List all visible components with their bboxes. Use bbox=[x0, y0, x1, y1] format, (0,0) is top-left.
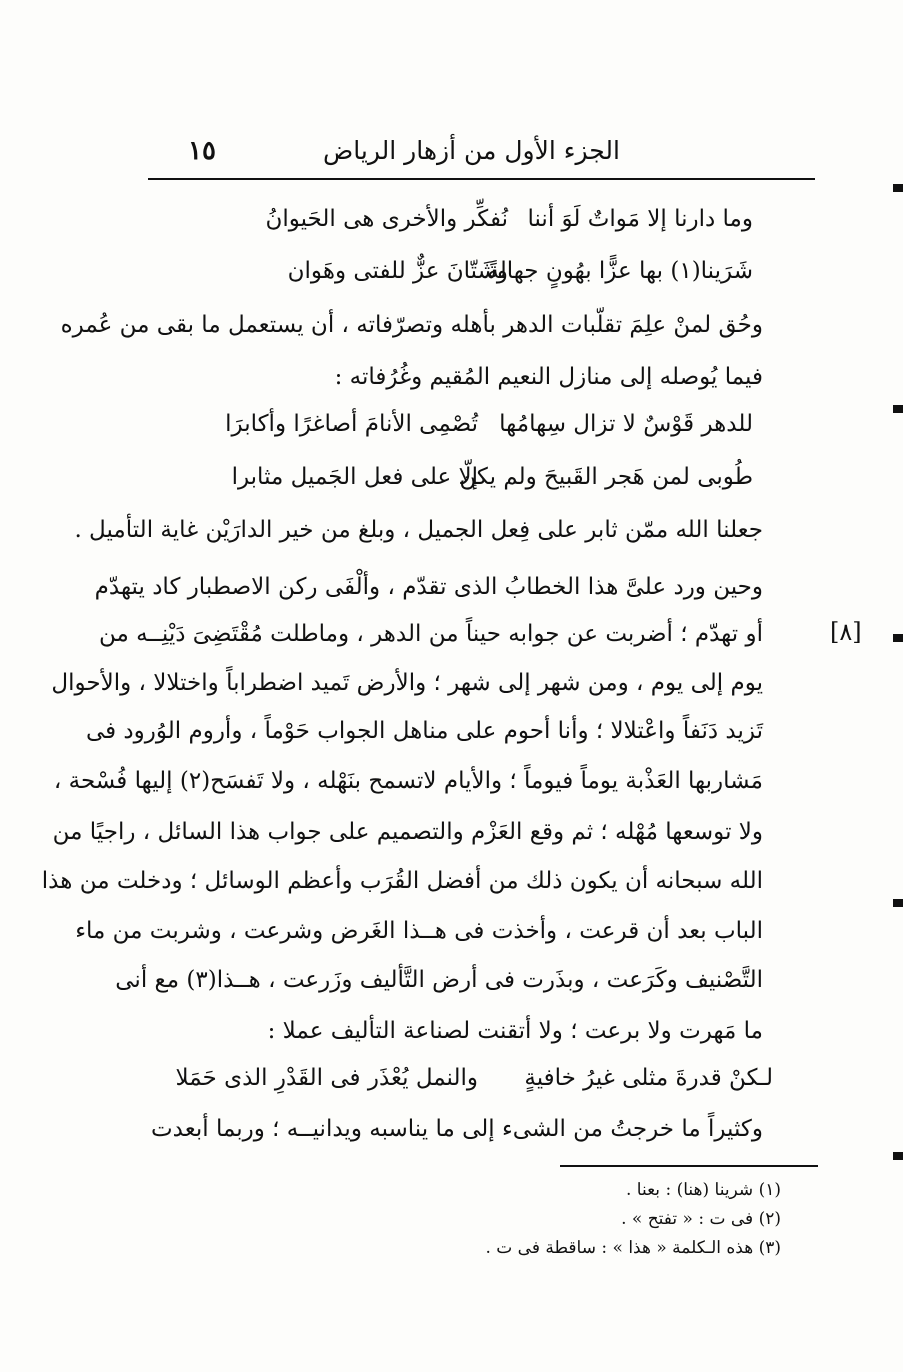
paragraph-line: الباب بعد أن قرعت ، وأخذت فى هــذا الغَرض وشرعت ، وشربت من ماء bbox=[75, 918, 763, 944]
paragraph-line: ولا توسعها مُهْله ؛ ثم وقع العَزْم والتصميم على جواب هذا السائل ، راجيًا من bbox=[52, 819, 763, 845]
running-title: الجزء الأول من أزهار الرياض bbox=[323, 136, 620, 165]
paragraph-line: أو تهدّم ؛ أضربت عن جوابه حيناً من الدهر ، وماطلت مُقْتَضِىَ دَيْنِــه من bbox=[98, 621, 763, 647]
footnote-rule bbox=[560, 1165, 818, 1167]
verse-hemistich: وشَتّانَ عزٌّ للفتى وهَوان bbox=[287, 258, 508, 284]
verse-hemistich: طُوبى لمن هَجر القَبيحَ ولم يكن bbox=[459, 464, 753, 490]
margin-tick bbox=[893, 899, 903, 907]
verse-hemistich: نُفكِّر والأخرى هى الحَيوانُ bbox=[265, 206, 508, 232]
verse-hemistich: للدهر قَوْسٌ لا تزال سِهامُها bbox=[499, 411, 753, 437]
paragraph-line: تَزيد دَنَفاً واعْتلالا ؛ وأنا أحوم على مناهل الجواب حَوْماً ، وأروم الوُرود فى bbox=[85, 718, 763, 744]
footnote: (٢) فى ت : « تفتح » . bbox=[621, 1209, 781, 1229]
page-number: ١٥ bbox=[188, 136, 216, 166]
paragraph-line: مَشاربها العَذْبة يوماً فيوماً ؛ والأيام لاتسمح بنَهْله ، ولا تَفسَح(٢) إليها فُسْحة ، bbox=[53, 768, 763, 794]
verse-hemistich: لـكنْ قدرةَ مثلى غيرُ خافيةٍ bbox=[524, 1065, 773, 1091]
margin-tick bbox=[893, 1152, 903, 1160]
footnote: (١) شرينا (هنا) : بعنا . bbox=[625, 1180, 781, 1200]
paragraph-line: التَّصْنيف وكَرَعت ، وبذَرت فى أرض التَّأليف وزَرعت ، هــذا(٣) مع أنى bbox=[115, 967, 763, 993]
margin-page-marker: [٨] bbox=[830, 618, 862, 646]
header-rule bbox=[148, 178, 815, 180]
prose-line: جعلنا الله ممّن ثابر على فِعل الجميل ، وبلغ من خير الدارَيْن غاية التأميل . bbox=[74, 517, 763, 543]
verse-hemistich: تُصْمِى الأنامَ أصاغرًا وأكابرَا bbox=[225, 411, 478, 437]
verse-hemistich: إلّا على فعل الجَميل مثابرا bbox=[231, 464, 478, 490]
verse-hemistich: شَرَينا(١) بها عزًّا بهُونٍ جهالةً bbox=[487, 258, 753, 284]
running-header bbox=[150, 132, 815, 172]
paragraph-line: وكثيراً ما خرجتُ من الشىء إلى ما يناسبه ويدانيــه ؛ وربما أبعدت bbox=[151, 1116, 763, 1142]
paragraph-line: يوم إلى يوم ، ومن شهر إلى شهر ؛ والأرض تَميد اضطراباً واختلالا ، والأحوال bbox=[51, 670, 763, 696]
verse-hemistich: والنمل يُعْذَر فى القَدْرِ الذى حَمَلا bbox=[175, 1065, 478, 1091]
margin-tick bbox=[893, 405, 903, 413]
margin-tick bbox=[893, 184, 903, 192]
prose-line: فيما يُوصله إلى منازل النعيم المُقيم وغُرُفاته : bbox=[334, 364, 763, 390]
prose-line: وحُق لمنْ علِمَ تقلّبات الدهر بأهله وتصرّفاته ، أن يستعمل ما بقى من عُمره bbox=[60, 312, 763, 338]
paragraph-line: ما مَهرت ولا برعت ؛ ولا أتقنت لصناعة التأليف عملا : bbox=[267, 1018, 763, 1044]
verse-hemistich: وما دارنا إلا مَواتٌ لَوَ أننا bbox=[527, 206, 753, 232]
margin-tick bbox=[893, 634, 903, 642]
paragraph-line: الله سبحانه أن يكون ذلك من أفضل القُرَب وأعظم الوسائل ؛ ودخلت من هذا bbox=[41, 868, 763, 894]
footnote: (٣) هذه الـكلمة « هذا » : ساقطة فى ت . bbox=[485, 1238, 781, 1258]
paragraph-line: وحين ورد علىَّ هذا الخطابُ الذى تقدّم ، وألْفَى ركن الاصطبار كاد يتهدّم bbox=[94, 574, 763, 600]
